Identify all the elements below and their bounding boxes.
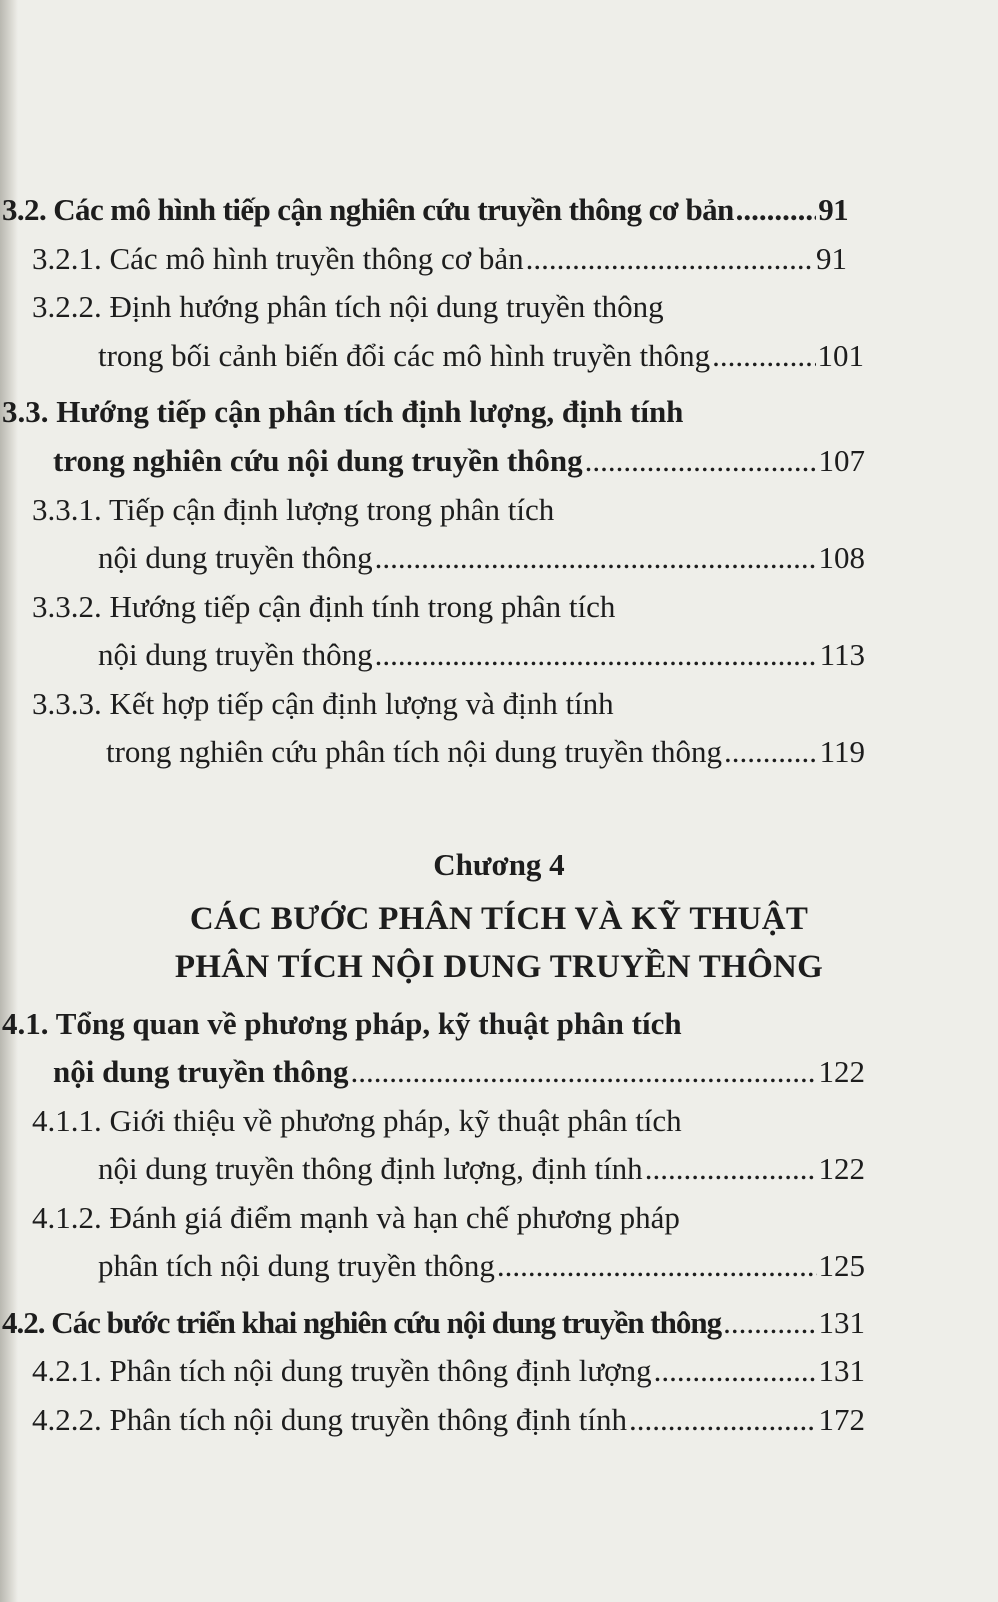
toc-number: 4.2.2. — [32, 1402, 102, 1437]
toc-entry-3-3-3[interactable] — [32, 684, 614, 724]
toc-page-number: 131 — [818, 1353, 865, 1388]
leader-dots — [654, 1351, 817, 1391]
toc-entry-3-3-cont[interactable] — [53, 441, 865, 481]
leader-dots — [645, 1149, 817, 1189]
toc-number: 3.3.1. — [32, 492, 102, 527]
leader-dots — [585, 441, 817, 481]
toc-title-line2: nội dung truyền thông — [98, 540, 373, 575]
toc-title: Các mô hình tiếp cận nghiên cứu truyền thông cơ bản — [53, 192, 734, 227]
toc-entry-4-1-2[interactable] — [32, 1198, 680, 1238]
toc-page-number: 122 — [818, 1054, 865, 1089]
toc-number: 3.2. — [2, 192, 47, 227]
toc-page-number: 108 — [818, 540, 865, 575]
toc-title-line1: Định hướng phân tích nội dung truyền thông — [109, 289, 664, 324]
leader-dots — [375, 635, 818, 675]
toc-entry-3-2[interactable] — [2, 190, 848, 230]
toc-page-number: 91 — [816, 241, 847, 276]
toc-number: 3.3. — [2, 394, 49, 429]
chapter-title-line2: PHÂN TÍCH NỘI DUNG TRUYỀN THÔNG — [174, 949, 824, 985]
toc-entry-3-3-2[interactable] — [32, 587, 615, 627]
toc-page-number: 101 — [817, 338, 864, 373]
toc-title: Các bước triển khai nghiên cứu nội dung truyền thông — [51, 1305, 722, 1340]
toc-page-number: 91 — [818, 192, 848, 227]
toc-page-number: 125 — [818, 1248, 865, 1283]
toc-entry-3-3-2-cont[interactable] — [98, 635, 865, 675]
toc-number: 4.1.1. — [32, 1103, 102, 1138]
toc-title-line2: nội dung truyền thông định lượng, định tính — [98, 1151, 643, 1186]
chapter-title-line1: CÁC BƯỚC PHÂN TÍCH VÀ KỸ THUẬT — [189, 901, 809, 937]
toc-title: Phân tích nội dung truyền thông định tính — [109, 1402, 627, 1437]
toc-entry-4-1-cont[interactable] — [53, 1052, 865, 1092]
toc-title-line2: trong nghiên cứu nội dung truyền thông — [53, 443, 583, 478]
toc-entry-3-2-2-cont[interactable] — [98, 336, 864, 376]
toc-title: Phân tích nội dung truyền thông định lượng — [109, 1353, 652, 1388]
toc-entry-3-3-1-cont[interactable] — [98, 538, 865, 578]
toc-page-number: 131 — [818, 1305, 865, 1340]
toc-title-line2: trong nghiên cứu phân tích nội dung truyền thông — [106, 734, 723, 769]
toc-entry-3-2-2[interactable] — [32, 287, 664, 327]
toc-entry-4-2-1[interactable] — [32, 1351, 865, 1391]
toc-entry-4-2[interactable] — [2, 1303, 865, 1343]
leader-dots — [497, 1246, 817, 1286]
toc-title-line1: Đánh giá điểm mạnh và hạn chế phương pháp — [109, 1200, 680, 1235]
toc-page-number: 172 — [818, 1402, 865, 1437]
toc-title-line1: Hướng tiếp cận định tính trong phân tích — [109, 589, 616, 624]
chapter-label: Chương 4 — [433, 847, 565, 882]
toc-page-number: 113 — [819, 637, 865, 672]
leader-dots — [712, 336, 815, 376]
toc-number: 3.3.3. — [32, 686, 102, 721]
toc-entry-4-1-2-cont[interactable] — [98, 1246, 865, 1286]
toc-number: 3.3.2. — [32, 589, 102, 624]
toc-title-line2: nội dung truyền thông — [98, 637, 373, 672]
toc-title-line1: Tổng quan về phương pháp, kỹ thuật phân tích — [55, 1006, 682, 1041]
page-spine-shadow — [0, 0, 18, 1602]
toc-page-number: 119 — [819, 734, 865, 769]
leader-dots — [526, 239, 814, 279]
leader-dots — [724, 732, 818, 772]
toc-page-number: 107 — [818, 443, 865, 478]
toc-entry-3-3-3-cont[interactable] — [106, 732, 865, 772]
toc-title-line1: Giới thiệu về phương pháp, kỹ thuật phân tích — [109, 1103, 682, 1138]
leader-dots — [736, 190, 817, 230]
toc-entry-3-2-1[interactable] — [32, 239, 847, 279]
toc-number: 3.2.1. — [32, 241, 102, 276]
toc-page-number: 122 — [818, 1151, 865, 1186]
toc-number: 4.2. — [2, 1305, 45, 1340]
toc-entry-3-3-1[interactable] — [32, 490, 554, 530]
toc-title-line1: Hướng tiếp cận phân tích định lượng, định tính — [56, 394, 684, 429]
toc-entry-3-3[interactable] — [2, 392, 683, 432]
toc-title-line2: trong bối cảnh biến đổi các mô hình truyền thông — [98, 338, 711, 373]
leader-dots — [723, 1303, 816, 1343]
toc-title: Các mô hình truyền thông cơ bản — [109, 241, 524, 276]
toc-title-line1: Tiếp cận định lượng trong phân tích — [108, 492, 555, 527]
toc-number: 4.1. — [2, 1006, 49, 1041]
leader-dots — [375, 538, 817, 578]
toc-entry-4-2-2[interactable] — [32, 1400, 865, 1440]
toc-number: 3.2.2. — [32, 289, 102, 324]
toc-number: 4.2.1. — [32, 1353, 102, 1388]
leader-dots — [350, 1052, 816, 1092]
toc-entry-4-1-1[interactable] — [32, 1101, 682, 1141]
toc-title-line1: Kết hợp tiếp cận định lượng và định tính — [109, 686, 614, 721]
toc-number: 4.1.2. — [32, 1200, 102, 1235]
toc-entry-4-1[interactable] — [2, 1004, 682, 1044]
leader-dots — [629, 1400, 817, 1440]
toc-entry-4-1-1-cont[interactable] — [98, 1149, 865, 1189]
toc-title-line2: phân tích nội dung truyền thông — [98, 1248, 495, 1283]
toc-title-line2: nội dung truyền thông — [53, 1054, 349, 1089]
